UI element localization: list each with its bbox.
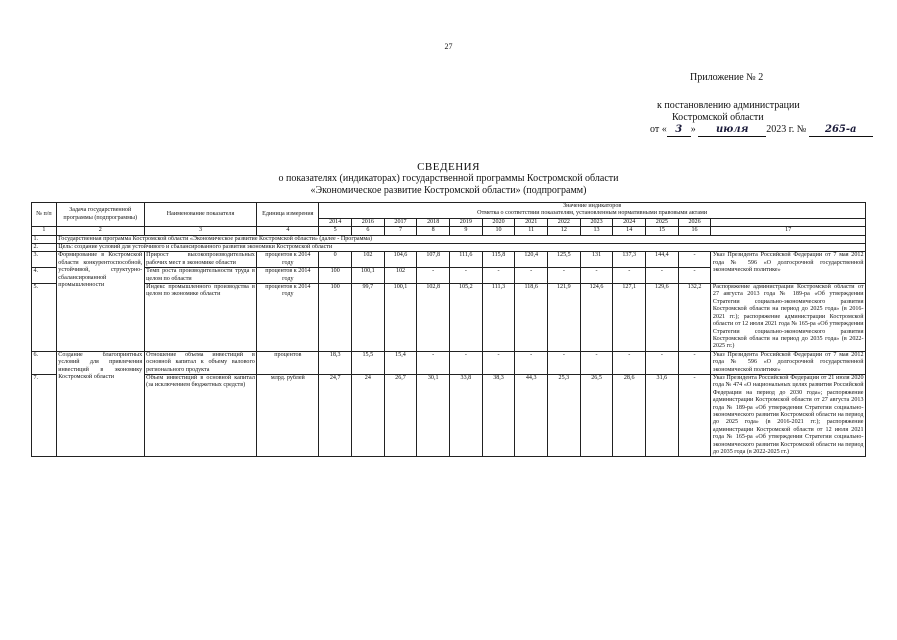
indicators-table xyxy=(31,202,866,457)
value-cell: - xyxy=(580,351,613,374)
value-cell: 118,6 xyxy=(515,284,548,352)
date-year: 2023 г. № xyxy=(766,124,807,135)
value-cell: 24 xyxy=(352,374,385,456)
value-cell: 33,8 xyxy=(450,374,483,456)
value-cell: - xyxy=(515,268,548,284)
value-cell: 111,6 xyxy=(450,252,483,268)
value-cell: 26,5 xyxy=(580,374,613,456)
value-cell: 100 xyxy=(319,284,352,352)
section-no: 2. xyxy=(32,244,57,252)
col-num: 9 xyxy=(450,227,483,235)
value-cell: 25,3 xyxy=(548,374,581,456)
value-cell: 115,8 xyxy=(482,252,515,268)
document-title: СВЕДЕНИЯ xyxy=(417,161,480,173)
note-cell: Указ Президента Российской Федерации от 7 мая 2012 года № 596 «О долгосрочной государственной экономической политике» xyxy=(712,351,864,373)
value-cell: 127,1 xyxy=(613,284,646,352)
value-cell: - xyxy=(646,351,679,374)
value-cell: 132,2 xyxy=(678,284,711,352)
value-cell: - xyxy=(417,351,450,374)
col-num: 16 xyxy=(678,227,711,235)
col-num: 13 xyxy=(580,227,613,235)
value-cell: 0 xyxy=(319,252,352,268)
note-cell: Указ Президента Российской Федерации от 7 мая 2012 года № 596 «О долгосрочной государственной экономической политике» xyxy=(711,252,866,284)
value-cell: 44,3 xyxy=(515,374,548,456)
col-num: 4 xyxy=(257,227,319,235)
value-cell: - xyxy=(580,268,613,284)
indicator-cell: Прирост высокопроизводительных рабочих мест в экономике области xyxy=(146,252,255,266)
year-cell: 2023 xyxy=(580,218,613,226)
value-cell: 144,4 xyxy=(646,252,679,268)
col-num: 11 xyxy=(515,227,548,235)
value-cell: 100,1 xyxy=(384,284,417,352)
date-prefix: от « xyxy=(650,124,667,135)
col-num: 2 xyxy=(56,227,144,235)
col-num: 8 xyxy=(417,227,450,235)
col-num: 1 xyxy=(32,227,57,235)
page-number: 27 xyxy=(444,42,453,51)
indicator-cell: Индекс промышленного производства в целом по экономике области xyxy=(144,284,257,352)
indicator-cell: Отношение объема инвестиций в основной капитал к объему валового регионального продукта xyxy=(146,351,255,373)
header-no: № п/п xyxy=(32,203,57,227)
row-no: 5. xyxy=(32,284,57,352)
col-num: 5 xyxy=(319,227,352,235)
header-values-title: Значение индикаторов xyxy=(319,203,866,211)
table-row xyxy=(32,351,866,374)
value-cell: 100 xyxy=(319,268,352,284)
value-cell: 18,3 xyxy=(319,351,352,374)
col-num: 17 xyxy=(711,227,866,235)
value-cell: 26,7 xyxy=(384,374,417,456)
year-cell: 2020 xyxy=(482,218,515,226)
value-cell: 102 xyxy=(384,268,417,284)
section-no: 1. xyxy=(32,235,57,243)
value-cell: 38,3 xyxy=(482,374,515,456)
note-cell: Указ Президента Российской Федерации от 21 июля 2020 года № 474 «О национальных целях развития Российской Федерации на период до 2030 года»; распоряжение администрации Костромской области от 27 августа 2013 года № 189-ра «Об утверждении Стратегии социально-экономического развития Костромской области на период до 2025 года» (в 2016-2021 гг.); распоряжение администрации Костромской области от 12 июля 2021 года № 165-ра «Об утверждении Стратегии социально-экономического развития Костромской области на период до 2035 года (в 2022-2025 гг.) xyxy=(712,374,864,455)
value-cell: - xyxy=(613,268,646,284)
note-cell: Распоряжение администрации Костромской области от 27 августа 2013 года № 189-ра «Об утверждении Стратегии социально-экономического развития Костромской области на период до 2025 года» (в 2016-2021 гг.); распоряжение администрации Костромской области от 12 июля 2021 года № 165-ра «Об утверждении Стратегии социально-экономического развития Костромской области на период до 2035 года» (в 2022-2025 гг.) xyxy=(712,284,864,350)
value-cell: - xyxy=(417,268,450,284)
value-cell: - xyxy=(515,351,548,374)
appendix-date-line xyxy=(650,124,873,137)
year-cell: 2022 xyxy=(548,218,581,226)
table-row xyxy=(32,284,866,352)
value-cell: - xyxy=(678,374,711,456)
value-cell: 15,5 xyxy=(352,351,385,374)
value-cell: 102,8 xyxy=(417,284,450,352)
document-subtitle-1: о показателях (индикаторах) государственной программы Костромской области xyxy=(278,173,619,184)
value-cell: - xyxy=(482,268,515,284)
row-no: 4. xyxy=(32,268,57,284)
date-quote: » xyxy=(690,124,696,135)
value-cell: 120,4 xyxy=(515,252,548,268)
row-no: 3. xyxy=(32,252,57,268)
appendix-line-1: к постановлению администрации xyxy=(657,100,800,111)
value-cell: 15,4 xyxy=(384,351,417,374)
value-cell: - xyxy=(678,351,711,374)
year-cell: 2016 xyxy=(352,218,385,226)
value-cell: - xyxy=(678,252,711,268)
unit-cell: млрд. рублей xyxy=(257,374,319,456)
appendix-line-2: Костромской области xyxy=(672,112,764,123)
indicator-cell: Темп роста производительности труда в целом по области xyxy=(146,268,255,282)
value-cell: 131 xyxy=(580,252,613,268)
value-cell: - xyxy=(482,351,515,374)
header-indicator: Наименование показателя xyxy=(144,203,257,227)
year-cell: 2024 xyxy=(613,218,646,226)
value-cell: 107,8 xyxy=(417,252,450,268)
column-numbers-row xyxy=(32,227,866,235)
value-cell: 102 xyxy=(352,252,385,268)
value-cell: 121,9 xyxy=(548,284,581,352)
year-cell: 2019 xyxy=(450,218,483,226)
year-cell: 2025 xyxy=(646,218,679,226)
value-cell: 105,2 xyxy=(450,284,483,352)
value-cell: 129,6 xyxy=(646,284,679,352)
value-cell: 24,7 xyxy=(319,374,352,456)
value-cell: - xyxy=(548,351,581,374)
year-cell: 2014 xyxy=(319,218,352,226)
col-num: 12 xyxy=(548,227,581,235)
row-no: 6. xyxy=(32,351,57,374)
value-cell: - xyxy=(678,268,711,284)
handwritten-month: июля xyxy=(698,124,766,137)
indicator-cell: Объем инвестиций в основной капитал (за исключением бюджетных средств) xyxy=(144,374,257,456)
col-num: 10 xyxy=(482,227,515,235)
year-cell: 2018 xyxy=(417,218,450,226)
col-num: 3 xyxy=(144,227,257,235)
task-cell: Создание благоприятных условий для привлечения инвестиций в экономику Костромской области xyxy=(56,351,144,457)
col-num: 7 xyxy=(384,227,417,235)
header-values-sub: Отметка о соответствии показателям, установленным нормативными правовыми актами xyxy=(319,210,866,218)
value-cell: 124,6 xyxy=(580,284,613,352)
value-cell: 99,7 xyxy=(352,284,385,352)
header-task: Задача государственной программы (подпрограммы) xyxy=(56,203,144,227)
task-cell: Формирование в Костромской области конкурентоспособной, устойчивой, структурно-сбалансированной промышленности xyxy=(56,252,144,351)
document-subtitle-2: «Экономическое развитие Костромской области» (подпрограмм) xyxy=(310,185,587,196)
section-text: Государственная программа Костромской области «Экономическое развитие Костромской области» (далее - Программа) xyxy=(56,235,865,243)
year-cell-empty xyxy=(711,218,866,226)
header-unit: Единица измерения xyxy=(257,203,319,227)
year-cell: 2017 xyxy=(384,218,417,226)
value-cell: 28,6 xyxy=(613,374,646,456)
unit-cell: процентов к 2014 году xyxy=(257,252,319,268)
col-num: 15 xyxy=(646,227,679,235)
value-cell: 100,1 xyxy=(352,268,385,284)
unit-cell: процентов xyxy=(257,351,319,374)
col-num: 14 xyxy=(613,227,646,235)
handwritten-day: 3 xyxy=(667,124,691,137)
value-cell: - xyxy=(450,268,483,284)
value-cell: 31,6 xyxy=(646,374,679,456)
value-cell: 104,6 xyxy=(384,252,417,268)
year-cell: 2026 xyxy=(678,218,711,226)
unit-cell: процентов к 2014 году xyxy=(257,284,319,352)
value-cell: 111,3 xyxy=(482,284,515,352)
section-row-goal xyxy=(32,244,866,252)
header-row xyxy=(32,203,866,211)
col-num: 6 xyxy=(352,227,385,235)
value-cell: - xyxy=(646,268,679,284)
row-no: 7. xyxy=(32,374,57,456)
value-cell: 30,1 xyxy=(417,374,450,456)
value-cell: 125,5 xyxy=(548,252,581,268)
section-row-program xyxy=(32,235,866,243)
section-text: Цель: создание условий для устойчивого и сбалансированного развития экономики Костромской области xyxy=(56,244,865,252)
value-cell: - xyxy=(450,351,483,374)
value-cell: - xyxy=(548,268,581,284)
unit-cell: процентов к 2014 году xyxy=(257,268,319,284)
year-cell: 2021 xyxy=(515,218,548,226)
table-row xyxy=(32,252,866,268)
appendix-title: Приложение № 2 xyxy=(690,72,764,83)
value-cell: 137,3 xyxy=(613,252,646,268)
value-cell: - xyxy=(613,351,646,374)
handwritten-number: 265-а xyxy=(809,124,873,137)
table-row xyxy=(32,374,866,456)
